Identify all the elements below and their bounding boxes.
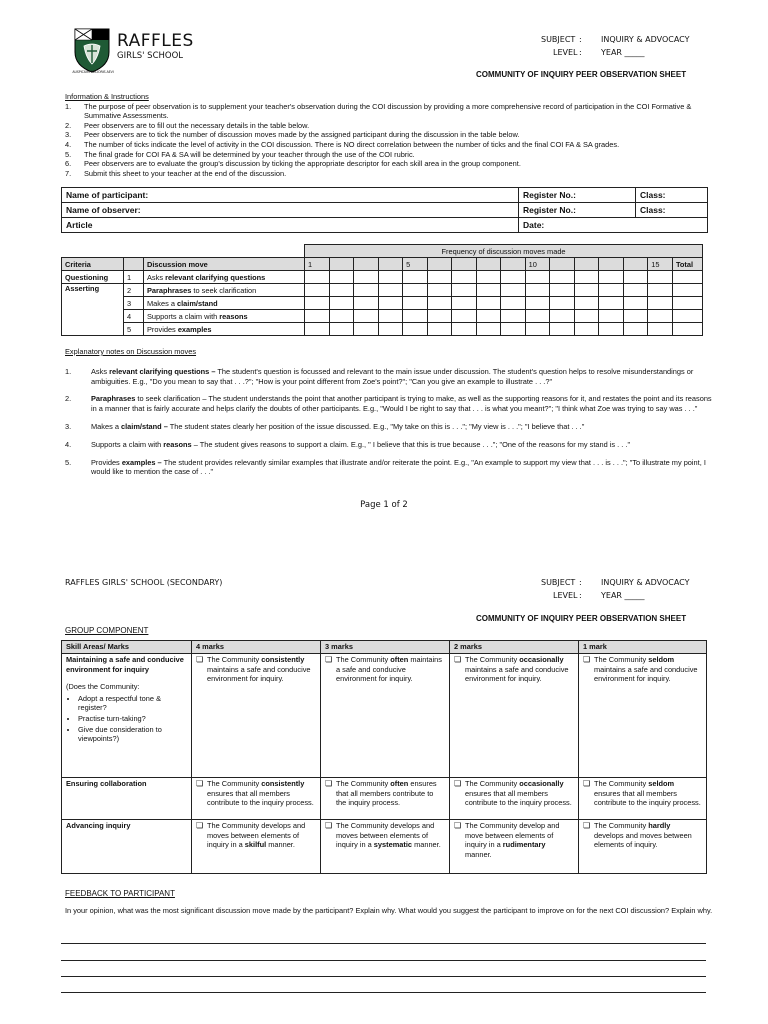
rubric-option[interactable]: ❏ The Community consistently maintains a safe and conducive environment for inquiry.: [192, 654, 321, 778]
table-row: Asserting 2 Paraphrases to seek clarification: [62, 284, 703, 297]
checkbox-icon[interactable]: ❏: [583, 779, 591, 788]
checkbox-icon[interactable]: ❏: [454, 821, 462, 830]
instructions-heading: Information & Instructions: [65, 92, 149, 101]
school-subname: GIRLS' SCHOOL: [117, 51, 184, 61]
subject-value: INQUIRY & ADVOCACY: [601, 35, 690, 44]
criteria-questioning: Questioning: [62, 271, 124, 284]
list-item: 4. Supports a claim with reasons – The student gives reasons to support a claim. E.g., " I believe that this is true because . . ."; "One of the reasons for my stand is . . .": [65, 439, 631, 449]
rubric-option[interactable]: ❏ The Community occasionally maintains a safe and conducive environment for inquiry.: [450, 654, 579, 778]
rubric-table: [61, 640, 707, 874]
level-value: YEAR _____: [601, 48, 645, 57]
checkbox-icon[interactable]: ❏: [583, 655, 591, 664]
list-item: 4. The number of ticks indicate the level of activity in the COI discussion. There is NO direct correlation between the number of ticks and the final COI FA & SA grades.: [65, 139, 620, 149]
subject-level-block: SUBJECT : INQUIRY & ADVOCACY LEVEL : YEAR _____: [541, 35, 690, 57]
list-item: 7. Submit this sheet to your teacher at the end of the discussion.: [65, 168, 287, 178]
list-item: 3. Peer observers are to tick the number of discussion moves made by the assigned participant during the discussion in the table below.: [65, 130, 520, 140]
rubric-option[interactable]: ❏ The Community seldom ensures that all members contribute to the inquiry process.: [579, 778, 707, 820]
rubric-option[interactable]: ❏ The Community occasionally ensures that all members contribute to the inquiry process.: [450, 778, 579, 820]
table-row: 4 Supports a claim with reasons: [62, 310, 703, 323]
criteria-asserting: Asserting: [62, 284, 124, 336]
sheet-title: COMMUNITY OF INQUIRY PEER OBSERVATION SHEET: [476, 70, 687, 79]
rubric-option[interactable]: ❏ The Community develops and moves between elements of inquiry in a skilful manner.: [192, 820, 321, 874]
table-row: [62, 778, 707, 820]
move-label: Makes a claim/stand: [144, 297, 305, 310]
table-row: 3 Makes a claim/stand: [62, 297, 703, 310]
tick-label: 15: [648, 258, 673, 271]
notes-heading: Explanatory notes on Discussion moves: [65, 347, 197, 356]
observer-register-field[interactable]: Register No.:: [519, 203, 636, 218]
list-item: 2. Paraphrases to seek clarification – The student understands the point that another participant is trying to make, as well as the supporting reasons for it, and restates the point and its reasons in a manner that is fairly accurate and helps clarify the doubts of other participants. E.g., "Would I be right to say that . . . is what you meant?"; "I think what Zoe was trying to say was . . .": [65, 394, 712, 414]
checkbox-icon[interactable]: ❏: [325, 655, 333, 664]
feedback-answer-line[interactable]: [61, 960, 706, 961]
instructions-list: [65, 102, 720, 179]
level-label: LEVEL: [553, 48, 578, 57]
list-item: 5. The final grade for COI FA & SA will be determined by your teacher through the use of the COI rubric.: [65, 149, 415, 159]
discussion-move-header: Discussion move: [144, 258, 305, 271]
participant-class-field[interactable]: Class:: [636, 188, 708, 203]
checkbox-icon[interactable]: ❏: [454, 655, 462, 664]
feedback-question: In your opinion, what was the most significant discussion move made by the participant? Explain why. What would you suggest the participant to improve on for the next COI discussion? Explain why.: [65, 906, 713, 915]
table-row: [62, 654, 707, 778]
frequency-header: Frequency of discussion moves made: [305, 245, 703, 258]
skill-area: Advancing inquiry: [62, 820, 192, 874]
sheet-title-2: COMMUNITY OF INQUIRY PEER OBSERVATION SHEET: [476, 614, 687, 623]
checkbox-icon[interactable]: ❏: [325, 821, 333, 830]
subject-level-block-2: SUBJECT : INQUIRY & ADVOCACY LEVEL : YEAR _____: [541, 578, 690, 600]
list-item: 3. Makes a claim/stand – The student states clearly her position of the issue discussed. E.g., "My take on this is . . ."; "My view is . . ."; "I believe that . . .": [65, 421, 585, 431]
table-row: 5 Provides examples: [62, 323, 703, 336]
checkbox-icon[interactable]: ❏: [196, 779, 204, 788]
rubric-option[interactable]: ❏ The Community consistently ensures that all members contribute to the inquiry process.: [192, 778, 321, 820]
list-item: 6. Peer observers are to evaluate the group's discussion by ticking the appropriate descriptor for each skill area in the group component.: [65, 159, 521, 169]
date-field[interactable]: Date:: [519, 218, 708, 233]
rubric-option[interactable]: ❏ The Community hardly develops and moves between elements of inquiry.: [579, 820, 707, 874]
school-line: RAFFLES GIRLS' SCHOOL (SECONDARY): [65, 578, 223, 587]
rubric-option[interactable]: ❏ The Community often maintains a safe and conducive environment for inquiry.: [321, 654, 450, 778]
crest-motto: AUSPICIUM MELIORIS AEVI: [72, 70, 114, 74]
rubric-header-row: Skill Areas/ Marks 4 marks 3 marks 2 marks 1 mark: [62, 641, 707, 654]
participant-table: [61, 187, 708, 233]
school-name: RAFFLES: [117, 31, 194, 51]
rubric-option[interactable]: ❏ The Community often ensures that all members contribute to the inquiry process.: [321, 778, 450, 820]
school-logo-text: [117, 33, 194, 62]
rubric-option[interactable]: ❏ The Community seldom maintains a safe and conducive environment for inquiry.: [579, 654, 707, 778]
school-crest: [72, 26, 112, 74]
skill-area: Maintaining a safe and conducive environment for inquiry (Does the Community: • Adopt a respectful tone & register? • Practise turn-taking? • Give due consideration to viewpoints?): [62, 654, 192, 778]
table-row: [62, 820, 707, 874]
move-label: Paraphrases to seek clarification: [144, 284, 305, 297]
checkbox-icon[interactable]: ❏: [583, 821, 591, 830]
list-item: 2. Peer observers are to fill out the necessary details in the table below.: [65, 120, 310, 130]
checkbox-icon[interactable]: ❏: [196, 821, 204, 830]
skill-area: Ensuring collaboration: [62, 778, 192, 820]
move-label: Provides examples: [144, 323, 305, 336]
feedback-answer-line[interactable]: [61, 992, 706, 993]
instructions: [65, 92, 720, 178]
table-row: Questioning 1 Asks relevant clarifying questions: [62, 271, 703, 284]
observer-name-field[interactable]: Name of observer:: [62, 203, 519, 218]
discussion-moves-table: [61, 244, 703, 336]
page-number: Page 1 of 2: [360, 500, 408, 510]
rubric-option[interactable]: ❏ The Community develop and move between elements of inquiry in a rudimentary manner.: [450, 820, 579, 874]
total-header: Total: [672, 258, 702, 271]
move-label: Supports a claim with reasons: [144, 310, 305, 323]
rubric-option[interactable]: ❏ The Community develops and moves between elements of inquiry in a systematic manner.: [321, 820, 450, 874]
tick-label: 1: [305, 258, 330, 271]
feedback-answer-line[interactable]: [61, 976, 706, 977]
feedback-answer-line[interactable]: [61, 943, 706, 944]
list-item: 1. Asks relevant clarifying questions – The student's question is focussed and relevant to the main issue under discussion. The student's question helps to resolve misunderstandings or ambiguities. E.g., "Do you mean to say that . . .?"; "How is your point different from Zoe's point?"; "Can you give an example to illustrate . . .?": [65, 366, 694, 386]
feedback-heading: FEEDBACK TO PARTICIPANT: [65, 889, 175, 898]
list-item: 1. The purpose of peer observation is to supplement your teacher's observation during the COI discussion by providing a more comprehensive record of participation in the COI Formative & Summative Assessments.: [65, 101, 692, 121]
subject-label: SUBJECT: [541, 35, 576, 44]
participant-register-field[interactable]: Register No.:: [519, 188, 636, 203]
checkbox-icon[interactable]: ❏: [196, 655, 204, 664]
list-item: 5. Provides examples – The student provides relevantly similar examples that illustrate and/or reiterate the point. E.g., "An example to support my view that . . . is . . ."; "To illustrate my point, I would like to mention the case of . . .": [65, 457, 706, 477]
checkbox-icon[interactable]: ❏: [454, 779, 462, 788]
criteria-header: Criteria: [62, 258, 124, 271]
participant-name-field[interactable]: Name of participant:: [62, 188, 519, 203]
tick-label: 10: [525, 258, 550, 271]
group-component-heading: GROUP COMPONENT: [65, 626, 149, 635]
explanatory-notes: [65, 347, 715, 485]
observer-class-field[interactable]: Class:: [636, 203, 708, 218]
checkbox-icon[interactable]: ❏: [325, 779, 333, 788]
move-label: Asks relevant clarifying questions: [144, 271, 305, 284]
article-field[interactable]: Article: [62, 218, 519, 233]
tick-label: 5: [403, 258, 428, 271]
